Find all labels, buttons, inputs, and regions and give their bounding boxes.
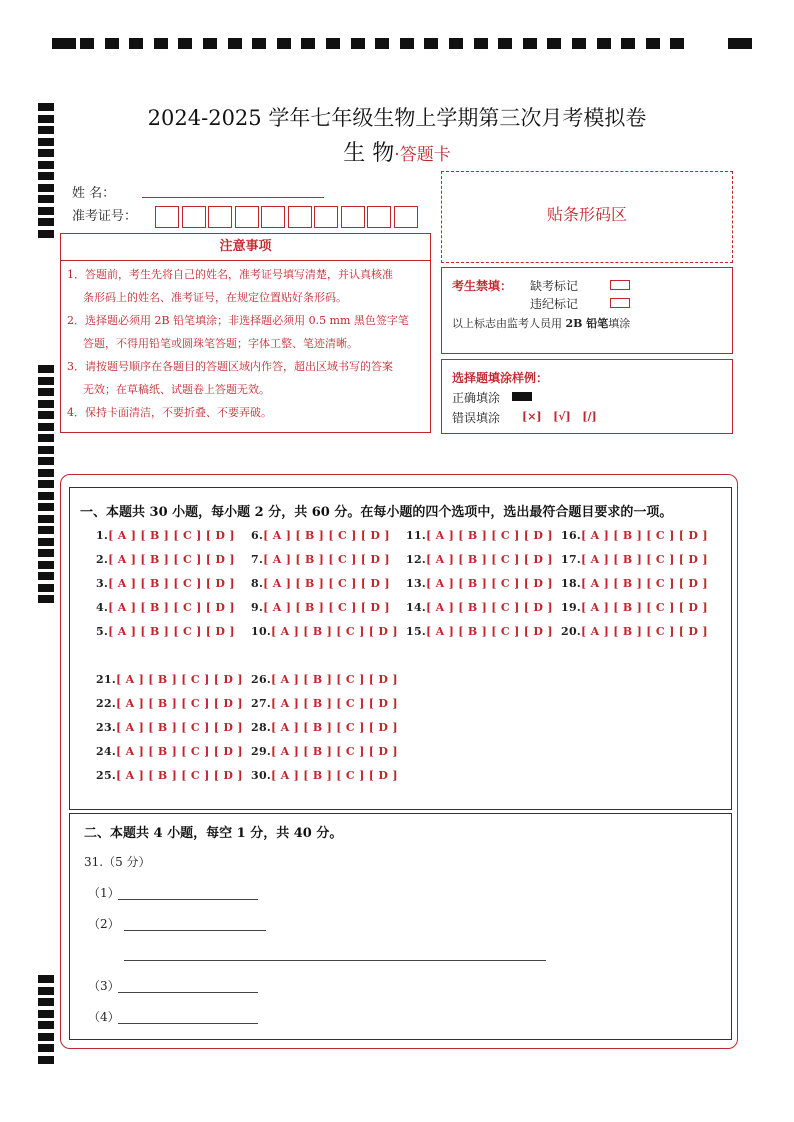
question-number: 10.: [251, 625, 272, 638]
timing-mark: [38, 388, 54, 396]
section1-heading: 一、本题共 30 小题，每小题 2 分，共 60 分。在每小题的四个选项中，选出最符合题目要求的一项。: [80, 505, 673, 520]
choice-question-22[interactable]: [96, 697, 243, 710]
option-bubbles[interactable]: [ A ] [ B ] [ C ] [ D ]: [263, 553, 390, 566]
timing-mark: [351, 38, 365, 49]
timing-mark: [621, 38, 635, 49]
timing-mark: [301, 38, 315, 49]
timing-mark: [474, 38, 488, 49]
exam-id-digit-box[interactable]: [394, 206, 418, 228]
option-bubbles[interactable]: [ A ] [ B ] [ C ] [ D ]: [116, 721, 243, 734]
choice-question-29[interactable]: [251, 745, 398, 758]
option-bubbles[interactable]: [ A ] [ B ] [ C ] [ D ]: [108, 601, 235, 614]
timing-mark: [38, 549, 54, 557]
note-bold: 2B 铅笔: [565, 317, 609, 330]
timing-mark: [252, 38, 266, 49]
timing-mark: [547, 38, 561, 49]
exam-id-digit-box[interactable]: [288, 206, 312, 228]
question-number: 17.: [561, 553, 582, 566]
blank-label: （1）: [88, 886, 120, 900]
question-number: 4.: [96, 601, 109, 614]
exam-id-digit-box[interactable]: [261, 206, 285, 228]
timing-marks-top: [52, 38, 752, 52]
blank-line[interactable]: [118, 899, 258, 900]
choice-question-15[interactable]: [406, 625, 553, 638]
question-number: 18.: [561, 577, 582, 590]
option-bubbles[interactable]: [ A ] [ B ] [ C ] [ D ]: [426, 601, 553, 614]
question-number: 28.: [251, 721, 272, 734]
timing-mark: [38, 207, 54, 215]
question-31-label: 31.（5 分）: [84, 855, 151, 869]
option-bubbles[interactable]: [ A ] [ B ] [ C ] [ D ]: [108, 529, 235, 542]
option-bubbles[interactable]: [ A ] [ B ] [ C ] [ D ]: [581, 553, 708, 566]
question-number: 23.: [96, 721, 117, 734]
subject-suffix: ·答题卡: [394, 145, 451, 165]
timing-mark: [38, 595, 54, 603]
name-field[interactable]: [142, 197, 324, 198]
question-number: 30.: [251, 769, 272, 782]
timing-mark: [597, 38, 611, 49]
choice-question-28[interactable]: [251, 721, 398, 734]
timing-mark: [38, 446, 54, 454]
notice-line: 答题，不得用铅笔或圆珠笔答题；字体工整、笔迹清晰。: [83, 337, 358, 350]
question-number: 15.: [406, 625, 427, 638]
question-number: 13.: [406, 577, 427, 590]
choice-question-17[interactable]: [561, 553, 708, 566]
choice-question-19[interactable]: [561, 601, 708, 614]
timing-mark: [178, 38, 192, 49]
timing-mark: [80, 38, 94, 49]
exam-id-digit-box[interactable]: [341, 206, 365, 228]
option-bubbles[interactable]: [ A ] [ B ] [ C ] [ D ]: [426, 625, 553, 638]
timing-mark: [523, 38, 537, 49]
timing-mark: [38, 457, 54, 465]
wrong-label: 错误填涂: [452, 411, 501, 425]
option-bubbles[interactable]: [ A ] [ B ] [ C ] [ D ]: [116, 673, 243, 686]
timing-mark: [38, 1044, 54, 1052]
section-fill: [69, 813, 732, 1040]
choice-question-10[interactable]: [251, 625, 398, 638]
timing-mark: [38, 411, 54, 419]
timing-mark: [326, 38, 340, 49]
timing-mark: [38, 515, 54, 523]
choice-question-6[interactable]: [251, 529, 390, 542]
option-bubbles[interactable]: [ A ] [ B ] [ C ] [ D ]: [263, 529, 390, 542]
exam-id-digit-box[interactable]: [367, 206, 391, 228]
exam-id-label: 准考证号：: [72, 209, 138, 224]
notice-title: 注意事项: [61, 234, 430, 261]
option-bubbles[interactable]: [ A ] [ B ] [ C ] [ D ]: [581, 577, 708, 590]
option-bubbles[interactable]: [ A ] [ B ] [ C ] [ D ]: [426, 529, 553, 542]
notice-line: 3．请按题号顺序在各题目的答题区域内作答，超出区域书写的答案: [67, 360, 393, 373]
wrong-marks: [×] [√] [/]: [522, 410, 597, 423]
option-bubbles[interactable]: [ A ] [ B ] [ C ] [ D ]: [271, 673, 398, 686]
exam-id-digit-box[interactable]: [155, 206, 179, 228]
note-text-end: 填涂: [608, 317, 631, 330]
choice-question-7[interactable]: [251, 553, 390, 566]
timing-mark: [38, 1010, 54, 1018]
notice-box: [60, 233, 431, 433]
timing-mark: [38, 584, 54, 592]
choice-question-13[interactable]: [406, 577, 553, 590]
timing-mark: [38, 526, 54, 534]
choice-question-5[interactable]: [96, 625, 235, 638]
exam-id-digit-box[interactable]: [314, 206, 338, 228]
fill-sample-box: [441, 359, 733, 434]
timing-mark: [38, 195, 54, 203]
option-bubbles[interactable]: [ A ] [ B ] [ C ] [ D ]: [426, 553, 553, 566]
choice-question-2[interactable]: [96, 553, 235, 566]
timing-mark: [38, 538, 54, 546]
blank-label: （2）: [88, 917, 120, 931]
timing-mark: [38, 230, 54, 238]
option-bubbles[interactable]: [ A ] [ B ] [ C ] [ D ]: [581, 601, 708, 614]
choice-question-12[interactable]: [406, 553, 553, 566]
timing-mark: [38, 975, 54, 983]
subject-title: [0, 136, 794, 167]
subject-name: 生 物: [343, 141, 395, 166]
question-number: 20.: [561, 625, 582, 638]
timing-mark: [38, 184, 54, 192]
timing-mark: [38, 218, 54, 226]
option-bubbles[interactable]: [ A ] [ B ] [ C ] [ D ]: [263, 601, 390, 614]
option-bubbles[interactable]: [ A ] [ B ] [ C ] [ D ]: [271, 721, 398, 734]
timing-mark: [38, 492, 54, 500]
exam-id-digit-box[interactable]: [235, 206, 259, 228]
timing-mark: [38, 503, 54, 511]
forbidden-box: [441, 267, 733, 354]
choice-question-4[interactable]: [96, 601, 235, 614]
timing-mark: [646, 38, 660, 49]
timing-mark: [400, 38, 414, 49]
timing-mark: [38, 434, 54, 442]
notice-line: 条形码上的姓名、准考证号，在规定位置贴好条形码。: [83, 291, 347, 304]
question-number: 16.: [561, 529, 582, 542]
choice-question-21[interactable]: [96, 673, 243, 686]
choice-question-23[interactable]: [96, 721, 243, 734]
option-bubbles[interactable]: [ A ] [ B ] [ C ] [ D ]: [426, 577, 553, 590]
name-label: 姓 名：: [72, 186, 116, 201]
question-number: 3.: [96, 577, 109, 590]
option-bubbles[interactable]: [ A ] [ B ] [ C ] [ D ]: [108, 625, 235, 638]
question-number: 21.: [96, 673, 117, 686]
choice-question-14[interactable]: [406, 601, 553, 614]
absent-checkbox[interactable]: [610, 280, 630, 290]
correct-fill-mark: [512, 392, 532, 401]
question-number: 19.: [561, 601, 582, 614]
choice-question-11[interactable]: [406, 529, 553, 542]
timing-mark: [38, 572, 54, 580]
timing-mark: [38, 172, 54, 180]
question-number: 7.: [251, 553, 264, 566]
timing-mark: [449, 38, 463, 49]
timing-mark: [38, 1021, 54, 1029]
notice-line: 2．选择题必须用 2B 铅笔填涂；非选择题必须用 0.5 mm 黑色签字笔: [67, 314, 409, 327]
blank-label: （3）: [88, 979, 120, 993]
option-bubbles[interactable]: [ A ] [ B ] [ C ] [ D ]: [581, 625, 708, 638]
option-bubbles[interactable]: [ A ] [ B ] [ C ] [ D ]: [263, 577, 390, 590]
notice-line: 4．保持卡面清洁，不要折叠、不要弄破。: [67, 406, 272, 419]
question-number: 29.: [251, 745, 272, 758]
option-bubbles[interactable]: [ A ] [ B ] [ C ] [ D ]: [271, 625, 398, 638]
blank-line[interactable]: [118, 1023, 258, 1024]
timing-mark: [38, 377, 54, 385]
section-choice: [69, 487, 732, 810]
choice-question-24[interactable]: [96, 745, 243, 758]
option-bubbles[interactable]: [ A ] [ B ] [ C ] [ D ]: [108, 577, 235, 590]
section2-heading: 二、本题共 4 小题，每空 1 分，共 40 分。: [84, 826, 343, 841]
absent-label: 缺考标记: [530, 279, 579, 293]
choice-question-26[interactable]: [251, 673, 398, 686]
question-number: 12.: [406, 553, 427, 566]
timing-mark: [228, 38, 242, 49]
timing-mark: [154, 38, 168, 49]
option-bubbles[interactable]: [ A ] [ B ] [ C ] [ D ]: [116, 769, 243, 782]
timing-mark: [203, 38, 217, 49]
note-text: 以上标志由监考人员用: [452, 317, 566, 330]
timing-mark: [572, 38, 586, 49]
option-bubbles[interactable]: [ A ] [ B ] [ C ] [ D ]: [271, 745, 398, 758]
question-number: 24.: [96, 745, 117, 758]
timing-mark: [38, 998, 54, 1006]
timing-mark: [375, 38, 389, 49]
choice-question-30[interactable]: [251, 769, 398, 782]
correct-label: 正确填涂: [452, 391, 501, 405]
option-bubbles[interactable]: [ A ] [ B ] [ C ] [ D ]: [271, 769, 398, 782]
timing-mark: [498, 38, 512, 49]
choice-question-9[interactable]: [251, 601, 390, 614]
timing-mark: [424, 38, 438, 49]
violation-label: 违纪标记: [530, 297, 579, 311]
timing-mark: [38, 987, 54, 995]
exam-id-digit-box[interactable]: [208, 206, 232, 228]
timing-mark: [129, 38, 143, 49]
blank-line[interactable]: [124, 930, 266, 931]
page-title: 2024-2025 学年七年级生物上学期第三次月考模拟卷: [147, 106, 647, 130]
question-number: 1.: [96, 529, 109, 542]
option-bubbles[interactable]: [ A ] [ B ] [ C ] [ D ]: [108, 553, 235, 566]
timing-mark: [52, 38, 76, 49]
choice-question-3[interactable]: [96, 577, 235, 590]
timing-mark: [105, 38, 119, 49]
timing-mark: [38, 400, 54, 408]
notice-line: 无效；在草稿纸、试题卷上答题无效。: [83, 383, 270, 396]
choice-question-8[interactable]: [251, 577, 390, 590]
question-number: 14.: [406, 601, 427, 614]
option-bubbles[interactable]: [ A ] [ B ] [ C ] [ D ]: [116, 745, 243, 758]
blank-line[interactable]: [118, 992, 258, 993]
option-bubbles[interactable]: [ A ] [ B ] [ C ] [ D ]: [581, 529, 708, 542]
question-number: 2.: [96, 553, 109, 566]
question-number: 6.: [251, 529, 264, 542]
choice-question-1[interactable]: [96, 529, 235, 542]
timing-mark: [670, 38, 684, 49]
question-number: 11.: [406, 529, 427, 542]
sample-title: 选择题填涂样例：: [452, 371, 549, 385]
question-number: 22.: [96, 697, 117, 710]
choice-question-16[interactable]: [561, 529, 708, 542]
blank-label: （4）: [88, 1010, 120, 1024]
timing-mark: [277, 38, 291, 49]
choice-question-25[interactable]: [96, 769, 243, 782]
option-bubbles[interactable]: [ A ] [ B ] [ C ] [ D ]: [271, 697, 398, 710]
question-number: 26.: [251, 673, 272, 686]
forbidden-note: [452, 315, 630, 331]
question-number: 8.: [251, 577, 264, 590]
timing-mark: [38, 423, 54, 431]
timing-mark: [38, 1033, 54, 1041]
choice-question-20[interactable]: [561, 625, 708, 638]
option-bubbles[interactable]: [ A ] [ B ] [ C ] [ D ]: [116, 697, 243, 710]
notice-line: 1．答题前，考生先将自己的姓名，准考证号填写清楚，并认真核准: [67, 268, 393, 281]
choice-question-18[interactable]: [561, 577, 708, 590]
question-number: 25.: [96, 769, 117, 782]
choice-question-27[interactable]: [251, 697, 398, 710]
timing-mark: [38, 480, 54, 488]
timing-mark: [38, 1056, 54, 1064]
timing-mark: [728, 38, 752, 49]
question-number: 5.: [96, 625, 109, 638]
timing-mark: [38, 561, 54, 569]
barcode-area: 贴条形码区: [441, 171, 733, 263]
violation-checkbox[interactable]: [610, 298, 630, 308]
forbidden-title: 考生禁填：: [452, 279, 513, 293]
timing-mark: [38, 469, 54, 477]
exam-id-digit-box[interactable]: [182, 206, 206, 228]
timing-mark: [38, 365, 54, 373]
question-number: 27.: [251, 697, 272, 710]
blank-line[interactable]: [124, 960, 546, 961]
question-number: 9.: [251, 601, 264, 614]
